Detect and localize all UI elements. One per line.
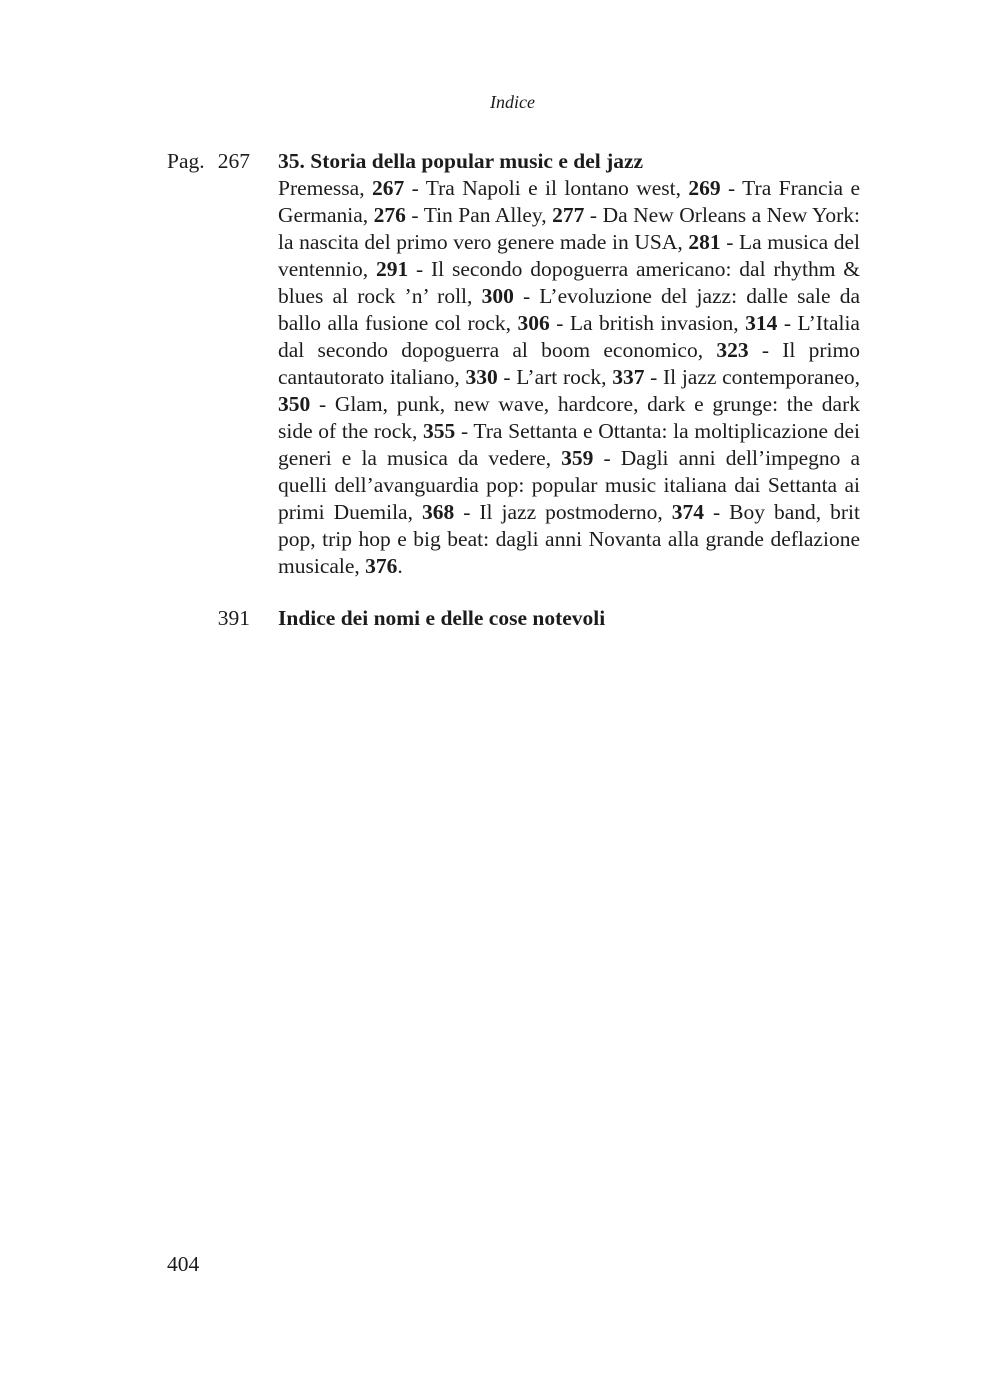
section-title: - Dagli anni dell’impegno a quelli dell’avanguardia pop: popular music italiana dai Settanta ai primi Duemila,: [278, 446, 860, 524]
section-title: - Da New Orleans a New York: la nascita del primo vero genere made in USA,: [278, 203, 860, 254]
section-page-ref: 277: [552, 203, 585, 227]
entry-page-number: 391: [217, 606, 250, 630]
entry-page-number: 267: [217, 149, 250, 173]
section-title: - La musica del ventennio,: [278, 230, 860, 281]
index-title: Indice dei nomi e delle cose notevoli: [278, 606, 606, 630]
section-page-ref: 314: [745, 311, 778, 335]
section-page-ref: 359: [561, 446, 594, 470]
section-title: - Il secondo dopoguerra americano: dal rhythm & blues al rock ’n’ roll,: [278, 257, 860, 308]
section-title: - L’Italia dal secondo dopoguerra al boom economico,: [278, 311, 860, 362]
section-title: - L’evoluzione del jazz: dalle sale da ballo alla fusione col rock,: [278, 284, 860, 335]
section-title: - Il primo cantautorato italiano,: [278, 338, 860, 389]
section-title: - Tin Pan Alley,: [405, 203, 553, 227]
section-title: Premessa,: [278, 176, 372, 200]
section-title: - Tra Francia e Germania,: [278, 176, 860, 227]
section-page-ref: 355: [423, 419, 456, 443]
section-page-ref: 267: [371, 176, 405, 200]
section-title: - Tra Settanta e Ottanta: la moltiplicazione dei generi e la musica da vedere,: [278, 419, 861, 470]
section-page-ref: 276: [373, 203, 406, 227]
page-folio: 404: [167, 1252, 200, 1276]
pag-prefix: Pag.: [167, 149, 205, 173]
section-page-ref: 374: [671, 500, 704, 524]
section-page-ref: 291: [375, 257, 409, 281]
section-page-ref: 306: [517, 311, 550, 335]
section-title: - La british invasion,: [549, 311, 746, 335]
section-page-ref: 300: [481, 284, 514, 308]
entry-body: [278, 148, 860, 580]
section-title: - Il jazz contemporaneo,: [644, 365, 861, 389]
section-title: - Glam, punk, new wave, hardcore, dark e grunge: the dark side of the rock,: [278, 392, 860, 443]
section-ending: .: [397, 554, 403, 578]
chapter-sections: [278, 175, 860, 580]
section-page-ref: 368: [421, 500, 455, 524]
section-title: - L’art rock,: [497, 365, 613, 389]
section-page-ref: 323: [716, 338, 749, 362]
entry-body: [278, 605, 860, 632]
section-title: - Il jazz postmoderno,: [454, 500, 672, 524]
section-page-ref: 330: [465, 365, 498, 389]
running-head: Indice: [490, 92, 535, 112]
section-page-ref: 376: [365, 554, 398, 578]
chapter-title: 35. Storia della popular music e del jazz: [278, 149, 644, 173]
section-page-ref: 269: [688, 176, 721, 200]
section-page-ref: 350: [278, 392, 311, 416]
section-page-ref: 281: [688, 230, 721, 254]
section-title: - Tra Napoli e il lontano west,: [404, 176, 689, 200]
section-page-ref: 337: [612, 365, 645, 389]
section-title: - Boy band, brit pop, trip hop e big beat: dagli anni Novanta alla grande deflazione musicale,: [278, 500, 860, 578]
